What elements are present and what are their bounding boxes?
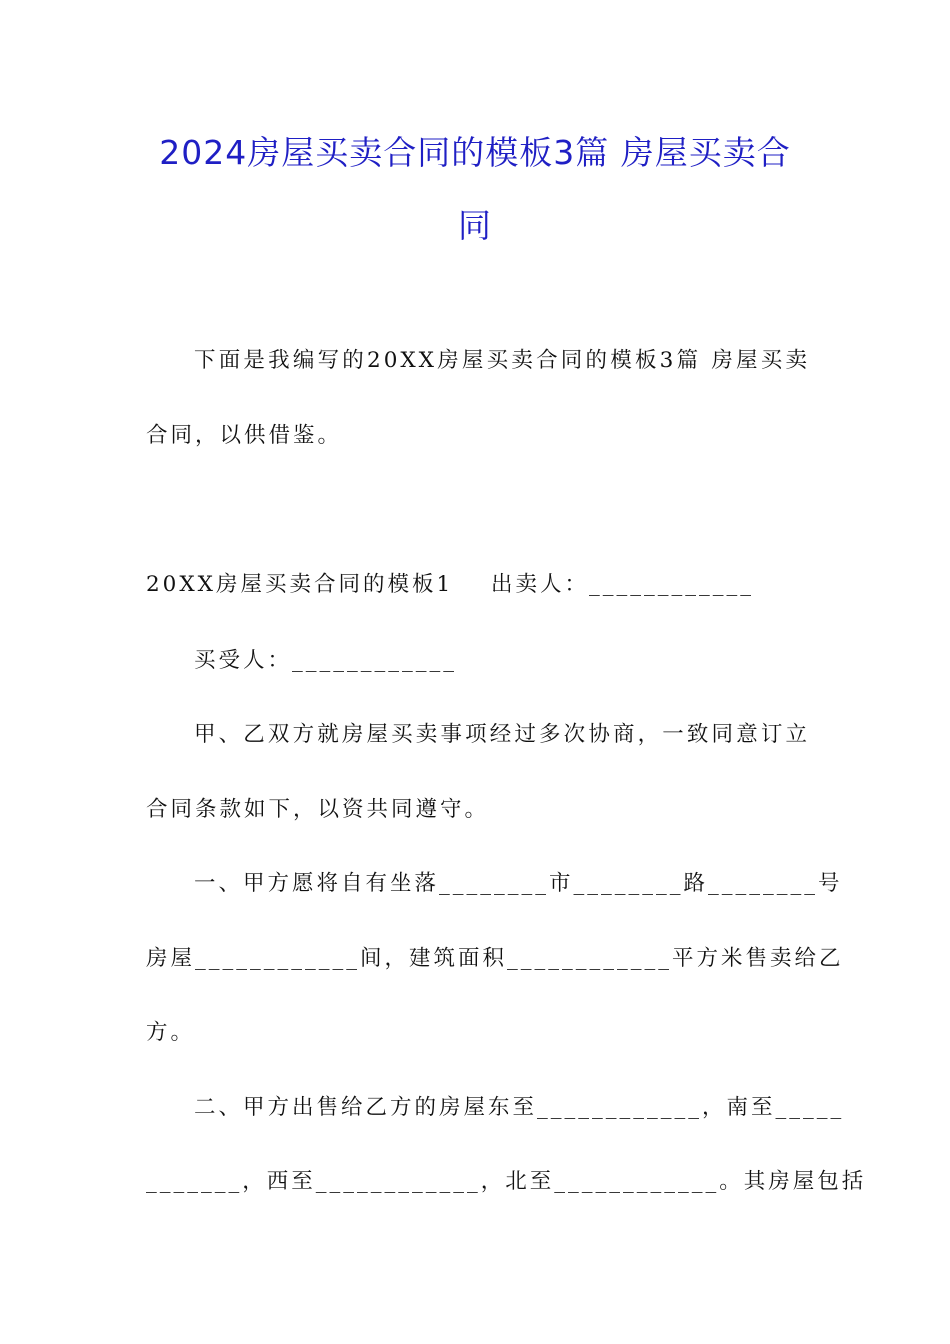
document-title-line-1: 2024房屋买卖合同的模板3篇 房屋买卖合 xyxy=(159,133,791,172)
intro-line-1: 下面是我编写的20XX房屋买卖合同的模板3篇 房屋买卖 xyxy=(194,348,810,373)
agreement-line-2: 合同条款如下，以资共同遵守。 xyxy=(146,797,490,822)
agreement-line-1: 甲、乙双方就房屋买卖事项经过多次协商，一致同意订立 xyxy=(194,722,810,747)
clause-2-line-1: 二、甲方出售给乙方的房屋东至____________，南至_____ xyxy=(194,1095,845,1120)
clause-1-line-2: 房屋____________间，建筑面积____________平方米售卖给乙 xyxy=(146,946,844,971)
clause-2-line-2: _______，西至____________，北至____________。其房屋包括 xyxy=(146,1169,867,1194)
intro-line-2: 合同，以供借鉴。 xyxy=(146,423,343,448)
buyer-line: 买受人：____________ xyxy=(194,648,458,673)
clause-1-line-1: 一、甲方愿将自有坐落________市________路________号 xyxy=(194,871,843,896)
document-title-line-2: 同 xyxy=(458,206,492,245)
contract-heading-seller: 20XX房屋买卖合同的模板1 出卖人：____________ xyxy=(146,572,754,597)
clause-1-line-3: 方。 xyxy=(146,1020,196,1045)
